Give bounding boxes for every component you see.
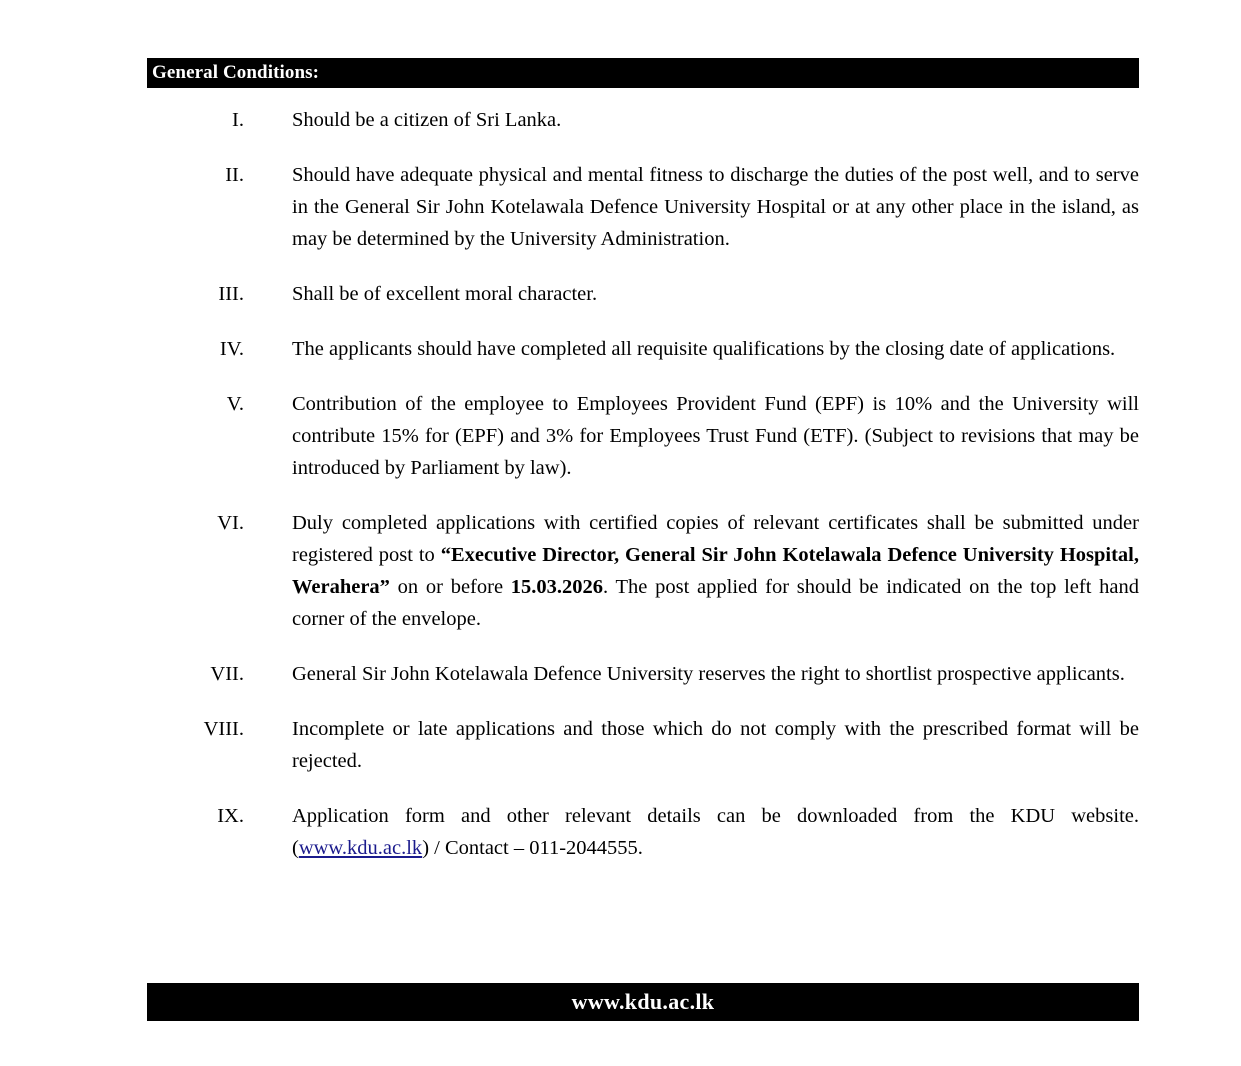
submission-text-tail: . The post applied for should be indicated on the top left hand corner of the envelope.: [292, 576, 1139, 630]
general-conditions-header: [147, 58, 1139, 88]
list-item-numeral: III.: [218, 283, 244, 305]
list-item: [147, 658, 1139, 690]
submission-text-mid: on or before: [389, 576, 511, 598]
download-text-lead: Application form and other relevant details can be downloaded from the KDU website. (: [292, 805, 1139, 859]
list-item: [147, 800, 1139, 864]
list-item-numeral: VI.: [217, 512, 244, 534]
list-item-text: The applicants should have completed all requisite qualifications by the closing date of applications.: [292, 338, 1116, 360]
list-item-text: [244, 507, 1139, 635]
list-item-text: General Sir John Kotelawala Defence University reserves the right to shortlist prospective applicants.: [292, 663, 1125, 685]
list-item-text: Should be a citizen of Sri Lanka.: [292, 109, 562, 131]
list-item: [147, 333, 1139, 365]
footer-website: www.kdu.ac.lk: [571, 989, 715, 1014]
list-item: [147, 278, 1139, 310]
closing-date: 15.03.2026: [510, 576, 604, 598]
list-item-numeral: IX.: [217, 805, 244, 827]
list-item: [147, 713, 1139, 777]
list-item-text: [244, 800, 1139, 864]
list-item-numeral: IV.: [219, 338, 244, 360]
list-item: [147, 104, 1139, 136]
page-title: General Conditions:: [152, 62, 320, 83]
footer-bar: [147, 983, 1139, 1021]
list-item: [147, 159, 1139, 255]
conditions-list: [147, 104, 1139, 887]
list-item-numeral: VIII.: [203, 718, 244, 740]
submission-address: “Executive Director, General Sir John Kotelawala Defence University Hospital, Werahera”: [292, 544, 1139, 598]
list-item-text: Should have adequate physical and mental fitness to discharge the duties of the post well, and to serve in the General Sir John Kotelawala Defence University Hospital or at any other place in the island, as may be determined by the University Administration.: [292, 164, 1139, 250]
list-item-text: Contribution of the employee to Employees Provident Fund (EPF) is 10% and the University will contribute 15% for (EPF) and 3% for Employees Trust Fund (ETF). (Subject to revisions that may be introduced by Parliament by law).: [292, 393, 1139, 479]
list-item-text: Shall be of excellent moral character.: [292, 283, 598, 305]
list-item-numeral: V.: [226, 393, 244, 415]
list-item-numeral: II.: [225, 164, 244, 186]
list-item-numeral: I.: [232, 109, 244, 131]
download-text-tail: ) / Contact – 011-2044555.: [422, 837, 643, 859]
kdu-website-link[interactable]: www.kdu.ac.lk: [298, 837, 423, 859]
list-item: [147, 507, 1139, 635]
list-item-text: Incomplete or late applications and those which do not comply with the prescribed format will be rejected.: [292, 718, 1139, 772]
list-item-numeral: VII.: [210, 663, 244, 685]
submission-text-lead: Duly completed applications with certified copies of relevant certificates shall be submitted under registered post to: [292, 512, 1139, 566]
list-item: [147, 388, 1139, 484]
